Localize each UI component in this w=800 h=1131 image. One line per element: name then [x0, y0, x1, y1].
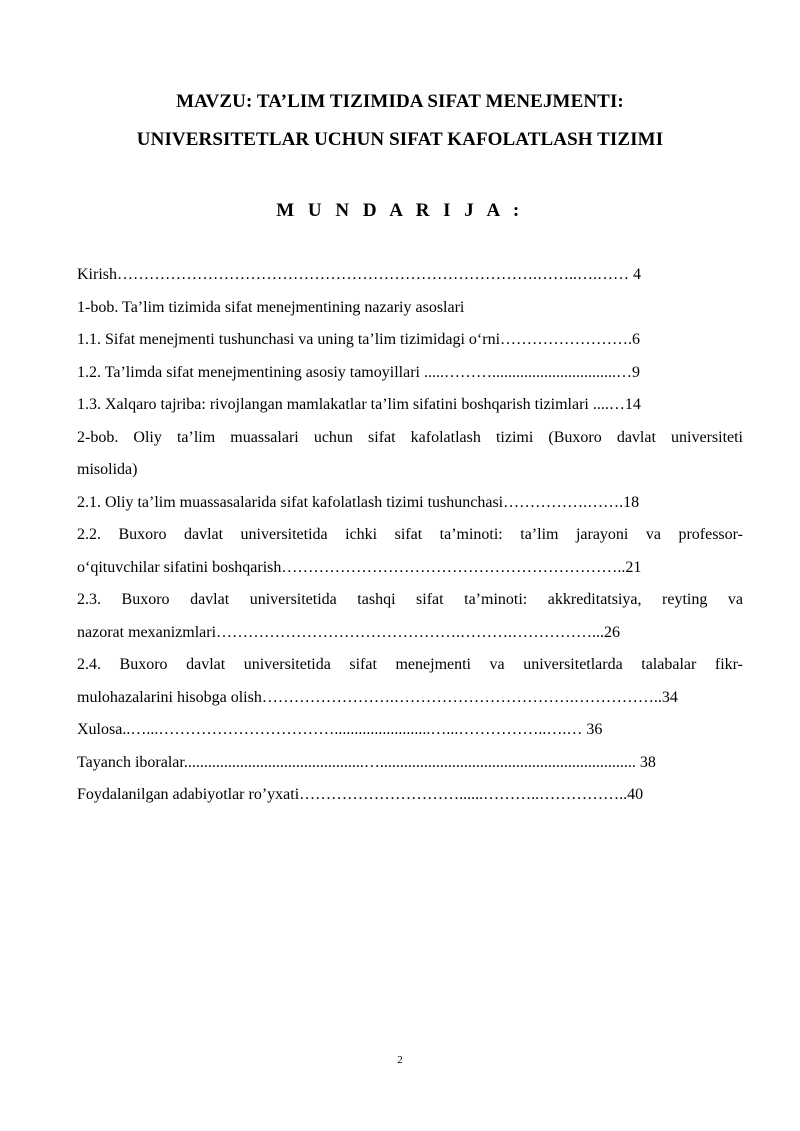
toc-entry-adabiyotlar: Foydalanilgan adabiyotlar ro’yxati…………………………......………..……………..40 [77, 786, 644, 803]
toc-entry-2-2-continued: o‘qituvchilar sifatini boshqarish………………………………………………………..21 [77, 558, 642, 576]
toc-entry-2-1: 2.1. Oliy ta’lim muassasalarida sifat kafolatlash tizimi tushunchasi…………….…….18 [77, 493, 640, 511]
toc-entry-1-1: 1.1. Sifat menejmenti tushunchasi va uning ta’lim tizimidagi o‘rni…………………….6 [77, 331, 641, 348]
table-of-contents [77, 259, 743, 812]
toc-entry-xulosa: Xulosa..…...……………………………........................…...……………..….… 36 [77, 721, 603, 738]
toc-entry-2-4-continued: mulohazalarini hisobga olish…………………….…………………………….……………..34 [77, 688, 678, 706]
document-title-line-2: UNIVERSITETLAR UCHUN SIFAT KAFOLATLASH TIZIMI [136, 129, 664, 150]
toc-entry-1-3: 1.3. Xalqaro tajriba: rivojlangan mamlakatlar ta’lim sifatini boshqarish tizimlari ....…14 [77, 396, 641, 413]
toc-chapter-1: 1-bob. Ta’lim tizimida sifat menejmentining nazariy asoslari [77, 298, 465, 316]
toc-entry-tayanch-iboralar: Tayanch iboralar.............................................…................................................................ 38 [77, 753, 656, 771]
toc-entry-2-3: 2.3. Buxoro davlat universitetida tashqi sifat ta’minoti: akkreditatsiya, reyting va [77, 591, 743, 608]
toc-heading: M U N D A R I J A : [276, 200, 524, 221]
toc-chapter-2: 2-bob. Oliy ta’lim muassalari uchun sifat kafolatlash tizimi (Buxoro davlat universiteti [77, 428, 743, 446]
toc-entry-kirish: Kirish…………………………………………………………………….……..….…… 4 [77, 266, 641, 283]
toc-entry-2-3-continued: nazorat mexanizmlari……………………………………….……….……………...26 [77, 623, 621, 641]
toc-entry-1-2: 1.2. Ta’limda sifat menejmentining asosiy tamoyillari .....………...............................…9 [77, 363, 640, 381]
document-title-line-1: MAVZU: TA’LIM TIZIMIDA SIFAT MENEJMENTI: [176, 91, 624, 112]
toc-chapter-2-continued: misolida) [77, 461, 138, 478]
toc-entry-2-2: 2.2. Buxoro davlat universitetida ichki sifat ta’minoti: ta’lim jarayoni va professor- [77, 526, 743, 543]
toc-entry-2-4: 2.4. Buxoro davlat universitetida sifat menejmenti va universitetlarda talabalar fikr- [77, 656, 743, 673]
page-number: 2 [397, 1054, 403, 1066]
